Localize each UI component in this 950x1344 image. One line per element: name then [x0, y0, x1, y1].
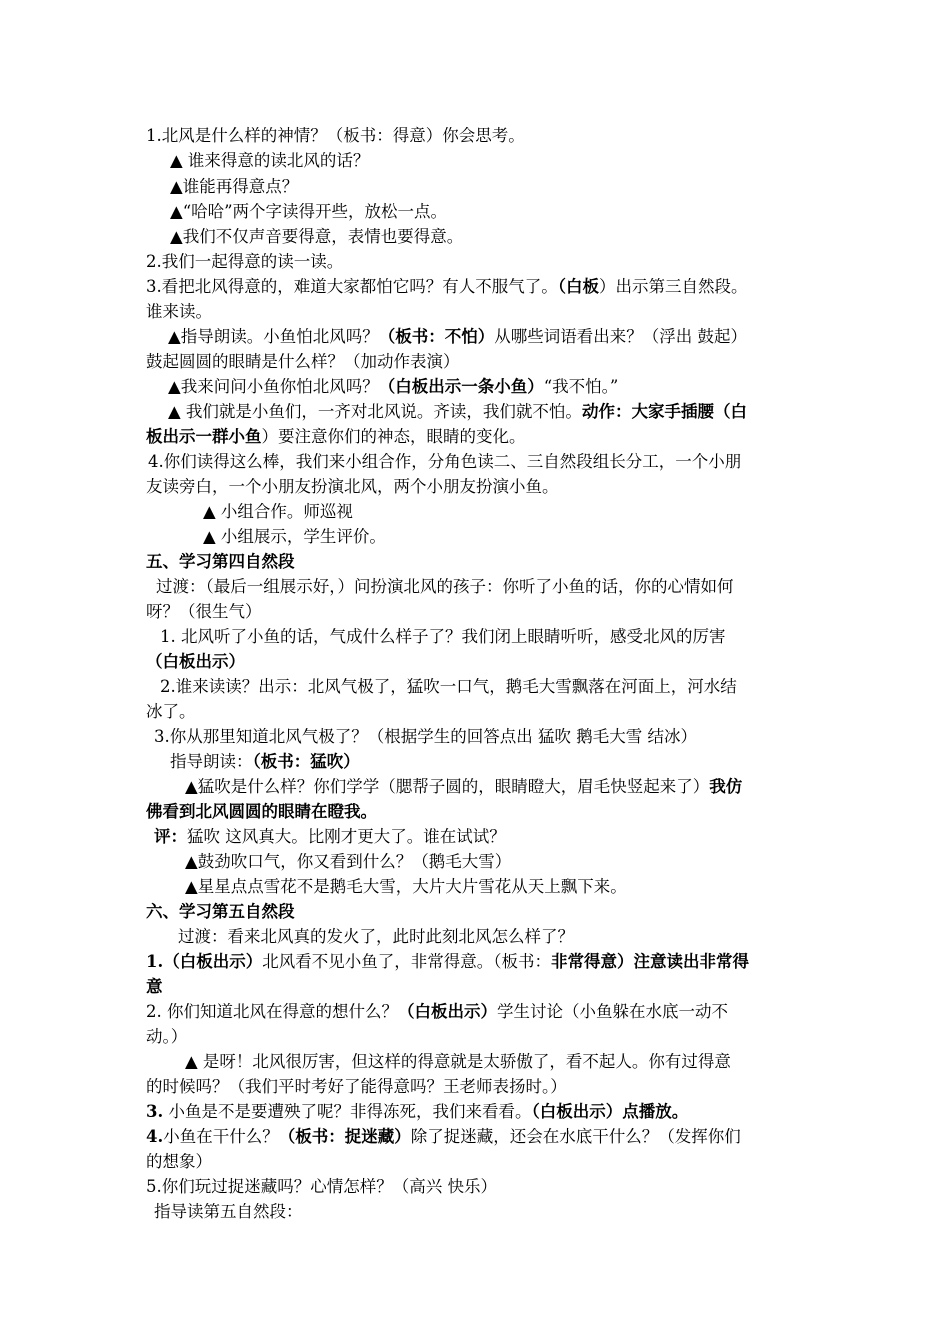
text-line: ▲“哈哈”两个字读得开些，放松一点。 [170, 202, 448, 221]
text-line: 评：猛吹 这风真大。比刚才更大了。谁在试试？ [154, 827, 506, 846]
text-line: 指导读第五自然段： [154, 1202, 303, 1221]
text-line: 佛看到北风圆圆的眼睛在瞪我。 [146, 802, 377, 821]
text-line: ▲指导朗读。小鱼怕北风吗？（板书：不怕）从哪些词语看出来？（浮出 鼓起） [168, 327, 747, 346]
text-line: 谁来读。 [146, 302, 212, 321]
text-line: 板出示一群小鱼）要注意你们的神态，眼睛的变化。 [146, 427, 526, 446]
text-line: 动。） [146, 1027, 188, 1046]
text-line: ▲ 小组合作。师巡视 [203, 502, 353, 521]
text-line: ▲ 我们就是小鱼们，一齐对北风说。齐读，我们就不怕。动作：大家手插腰（白 [168, 402, 747, 421]
text-line: 2. 你们知道北风在得意的想什么？（白板出示）学生讨论（小鱼躲在水底一动不 [146, 1002, 728, 1021]
text-line: 1.北风是什么样的神情？（板书：得意）你会思考。 [146, 126, 525, 145]
text-line: 5.你们玩过捉迷藏吗？心情怎样？（高兴 快乐） [146, 1177, 497, 1196]
text-line: ▲ 小组展示，学生评价。 [203, 527, 386, 546]
text-line: 的时候吗？（我们平时考好了能得意吗？王老师表扬时。） [146, 1077, 567, 1096]
text-line: （白板出示） [146, 652, 245, 671]
text-line: 指导朗读：（板书：猛吹） [170, 752, 360, 771]
text-line: 3.你从那里知道北风气极了？（根据学生的回答点出 猛吹 鹅毛大雪 结冰） [154, 727, 697, 746]
text-line: ▲猛吹是什么样？你们学学（腮帮子圆的，眼睛瞪大，眉毛快竖起来了）我仿 [185, 777, 743, 796]
text-line: 2.谁来读读？出示：北风气极了，猛吹一口气，鹅毛大雪飘落在河面上，河水结 [160, 677, 737, 696]
text-line: 4.你们读得这么棒，我们来小组合作，分角色读二、三自然段组长分工，一个小朋 [148, 452, 742, 471]
text-line: ▲谁能再得意点？ [170, 177, 299, 196]
text-line: 1.（白板出示）北风看不见小鱼了，非常得意。（板书：非常得意）注意读出非常得 [146, 952, 749, 971]
section-heading: 五、学习第四自然段 [146, 552, 295, 571]
text-line: 友读旁白，一个小朋友扮演北风，两个小朋友扮演小鱼。 [146, 477, 559, 496]
text-line: 的想象） [146, 1152, 212, 1171]
text-line: 冰了。 [146, 702, 196, 721]
text-line: 1. 北风听了小鱼的话，气成什么样子了？我们闭上眼睛听听，感受北风的厉害 [160, 627, 726, 646]
text-line: ▲ 是呀！北风很厉害，但这样的得意就是太骄傲了，看不起人。你有过得意 [185, 1052, 731, 1071]
text-line: 意 [146, 977, 163, 996]
text-line: 3.看把北风得意的，难道大家都怕它吗？有人不服气了。（白板）出示第三自然段。 [146, 277, 748, 296]
text-line: ▲我们不仅声音要得意，表情也要得意。 [170, 227, 464, 246]
text-line: 呀？（很生气） [146, 602, 262, 621]
section-heading: 六、学习第五自然段 [146, 902, 295, 921]
text-line: 3. 小鱼是不是要遭殃了呢？非得冻死，我们来看看。（白板出示）点播放。 [146, 1102, 689, 1121]
text-line: 过渡：（最后一组展示好，）问扮演北风的孩子：你听了小鱼的话，你的心情如何 [156, 577, 734, 596]
text-line: 过渡：看来北风真的发火了，此时此刻北风怎么样了？ [178, 927, 574, 946]
text-line: ▲鼓劲吹口气，你又看到什么？（鹅毛大雪） [185, 852, 512, 871]
text-line: ▲星星点点雪花不是鹅毛大雪，大片大片雪花从天上飘下来。 [185, 877, 627, 896]
text-line: 2.我们一起得意的读一读。 [146, 252, 344, 271]
text-line: ▲我来问问小鱼你怕北风吗？（白板出示一条小鱼）“我不怕。” [168, 377, 619, 396]
text-line: 鼓起圆圆的眼睛是什么样？（加动作表演） [146, 352, 460, 371]
text-line: ▲ 谁来得意的读北风的话？ [170, 151, 370, 170]
text-line: 4.小鱼在干什么？（板书：捉迷藏）除了捉迷藏，还会在水底干什么？（发挥你们 [146, 1127, 741, 1146]
